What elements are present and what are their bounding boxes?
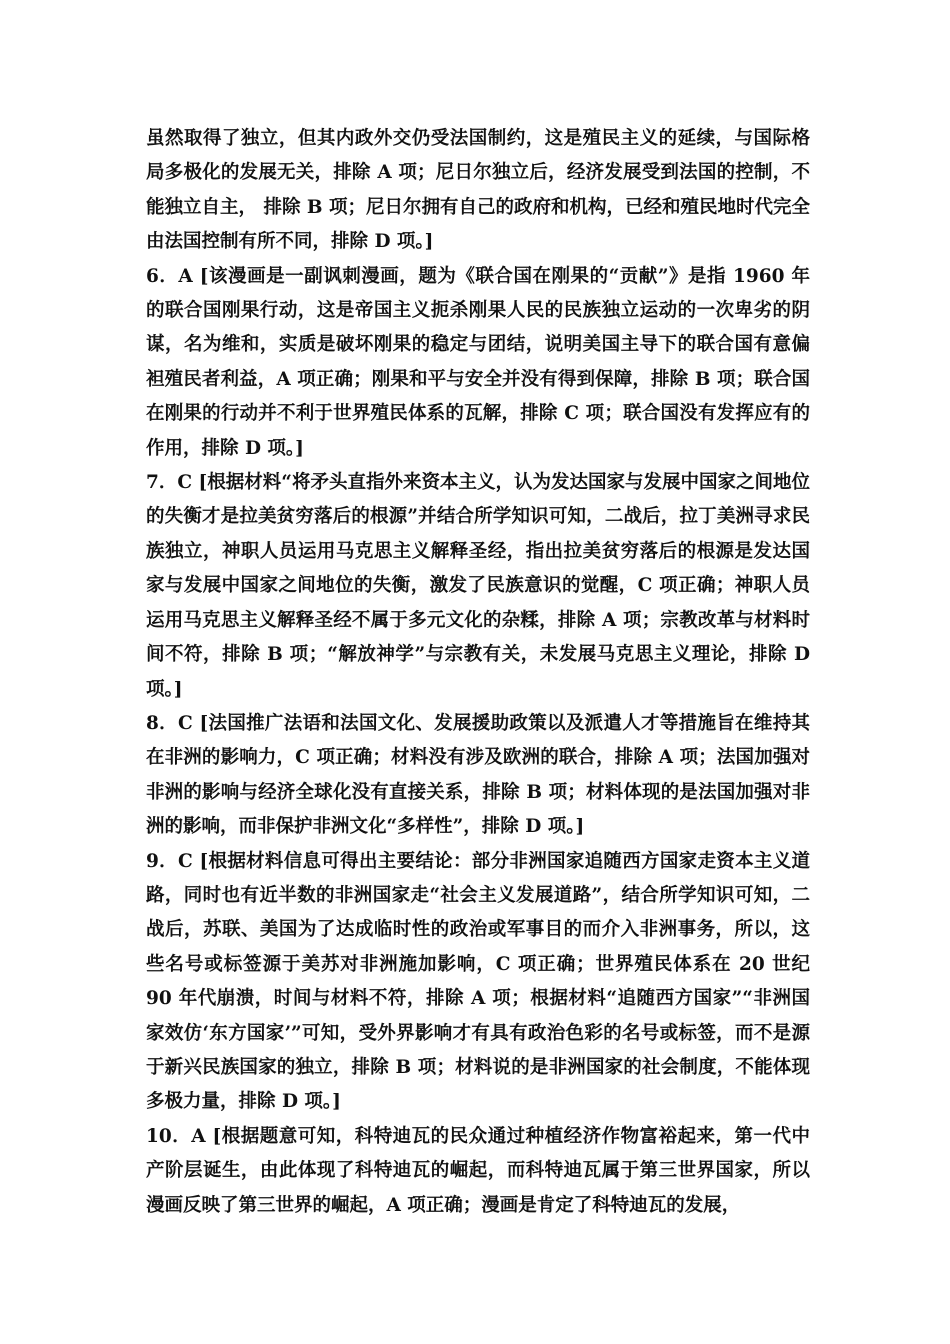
answer-explanations xyxy=(146,122,810,1223)
answer-9: 9．C [根据材料信息可得出主要结论：部分非洲国家追随西方国家走资本主义道路，同时也有近半数的非洲国家走“社会主义发展道路”，结合所学知识可知，二战后，苏联、美国为了达成临时性的政治或军事目的而介入非洲事务，所以，这些名号或标签源于美苏对非洲施加影响，C 项正确；世界殖民体系在 20 世纪 90 年代崩溃，时间与材料不符，排除 A 项；根据材料“追随西方国家”“非洲国家效仿‘东方国家’”可知，受外界影响才有具有政治色彩的名号或标签，而不是源于新兴民族国家的独立，排除 B 项；材料说的是非洲国家的社会制度，不能体现多极力量，排除 D 项。] xyxy=(146,850,810,1113)
answer-8: 8．C [法国推广法语和法国文化、发展援助政策以及派遣人才等措施旨在维持其在非洲的影响力，C 项正确；材料没有涉及欧洲的联合，排除 A 项；法国加强对非洲的影响与经济全球化没有直接关系，排除 B 项；材料体现的是法国加强对非洲的影响，而非保护非洲文化“多样性”，排除 D 项。] xyxy=(146,712,810,838)
paragraph-continuation: 虽然取得了独立，但其内政外交仍受法国制约，这是殖民主义的延续，与国际格局多极化的发展无关，排除 A 项；尼日尔独立后，经济发展受到法国的控制，不能独立自主， 排除 B 项；尼日尔拥有自己的政府和机构，已经和殖民地时代完全由法国控制有所不同，排除 D 项。] xyxy=(146,128,810,253)
answer-10: 10．A [根据题意可知，科特迪瓦的民众通过种植经济作物富裕起来，第一代中产阶层诞生，由此体现了科特迪瓦的崛起，而科特迪瓦属于第三世界国家，所以漫画反映了第三世界的崛起，A 项正确；漫画是肯定了科特迪瓦的发展， xyxy=(146,1125,810,1216)
answer-6: 6．A [该漫画是一副讽刺漫画，题为《联合国在刚果的“贡献”》是指 1960 年的联合国刚果行动，这是帝国主义扼杀刚果人民的民族独立运动的一次卑劣的阴谋，名为维和，实质是破坏刚果的稳定与团结，说明美国主导下的联合国有意偏袒殖民者利益，A 项正确；刚果和平与安全并没有得到保障，排除 B 项；联合国在刚果的行动并不利于世界殖民体系的瓦解，排除 C 项；联合国没有发挥应有的作用，排除 D 项。] xyxy=(146,265,810,459)
answer-7: 7．C [根据材料“将矛头直指外来资本主义，认为发达国家与发展中国家之间地位的失衡才是拉美贫穷落后的根源”并结合所学知识可知，二战后，拉丁美洲寻求民族独立，神职人员运用马克思主义解释圣经，指出拉美贫穷落后的根源是发达国家与发展中国家之间地位的失衡，激发了民族意识的觉醒，C 项正确；神职人员运用马克思主义解释圣经不属于多元文化的杂糅，排除 A 项；宗教改革与材料时间不符，排除 B 项；“解放神学”与宗教有关，未发展马克思主义理论，排除 D 项。] xyxy=(146,472,810,700)
